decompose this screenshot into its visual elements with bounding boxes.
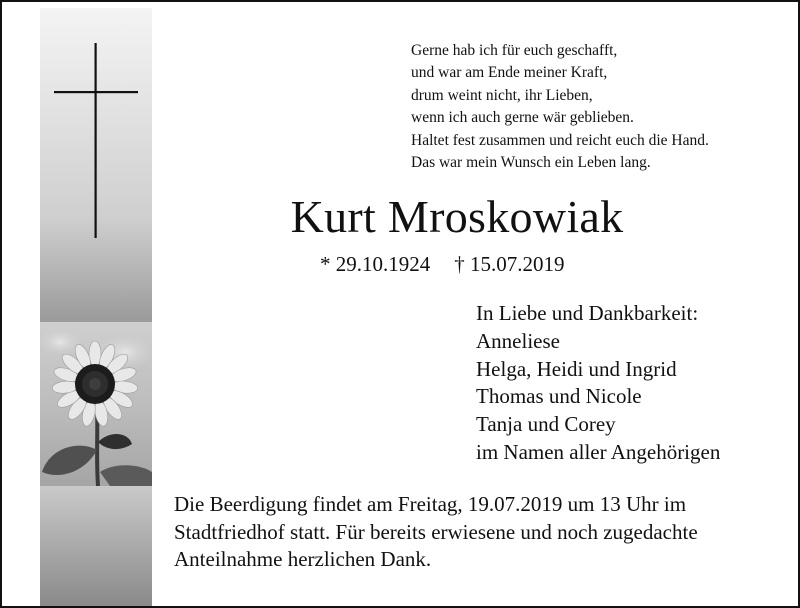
funeral-notice-line: Die Beerdigung findet am Freitag, 19.07.2019 um 13 Uhr im xyxy=(174,492,687,516)
poem-line: Das war mein Wunsch ein Leben lang. xyxy=(411,154,651,172)
funeral-notice-line: Stadtfriedhof statt. Für bereits erwiesene und noch zugedachte xyxy=(174,519,698,544)
poem-line: Gerne hab ich für euch geschafft, xyxy=(411,42,618,59)
life-dates xyxy=(320,251,565,277)
decorative-side-strip xyxy=(40,8,152,606)
poem-line: drum weint nicht, ihr Lieben, xyxy=(411,86,593,104)
funeral-notice-line: Anteilnahme herzlichen Dank. xyxy=(174,547,432,571)
death-date: † 15.07.2019 xyxy=(454,252,565,276)
mourners-line: In Liebe und Dankbarkeit: xyxy=(476,301,699,325)
funeral-notice xyxy=(174,491,766,574)
poem-line: Haltet fest zusammen und reicht euch die Hand. xyxy=(411,131,709,149)
mourners-list xyxy=(476,300,720,467)
poem xyxy=(411,40,709,174)
mourners-line: Thomas und Nicole xyxy=(476,384,642,409)
mourners-line: Tanja und Corey xyxy=(476,412,616,437)
mourners-line: Helga, Heidi und Ingrid xyxy=(476,356,677,381)
birth-date: * 29.10.1924 xyxy=(320,252,431,276)
mourners-line: Anneliese xyxy=(476,328,560,353)
poem-line: und war am Ende meiner Kraft, xyxy=(411,64,608,82)
sunflower-photo xyxy=(40,322,152,486)
mourners-line: im Namen aller Angehörigen xyxy=(476,439,721,464)
deceased-name: Kurt Mroskowiak xyxy=(290,191,624,242)
poem-line: wenn ich auch gerne wär geblieben. xyxy=(411,109,634,127)
